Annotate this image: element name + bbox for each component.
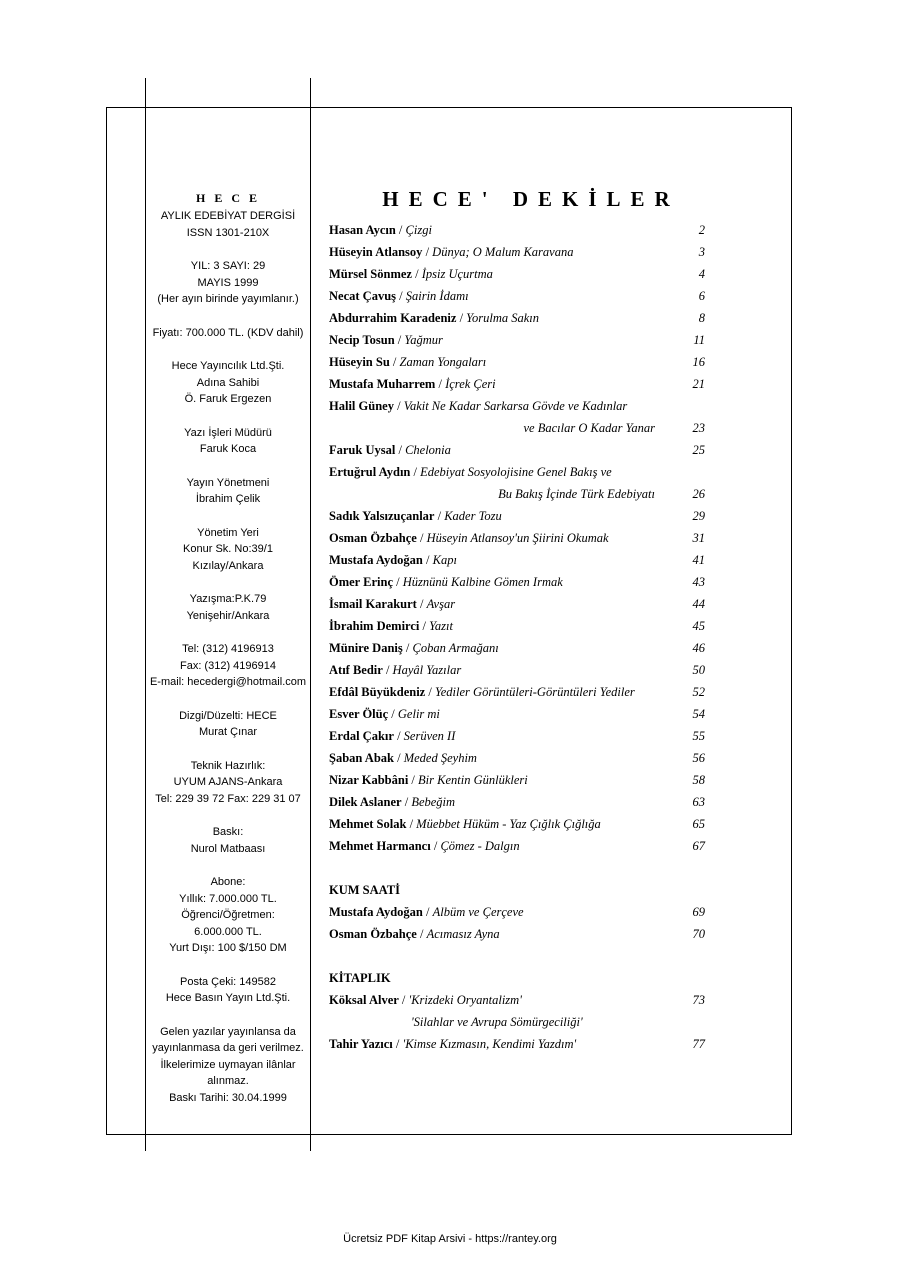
toc-entry — [329, 549, 709, 571]
toc-page: 69 — [692, 905, 705, 919]
toc-separator: / — [382, 663, 393, 677]
toc-work: Acımasız Ayna — [426, 927, 500, 941]
toc-separator: / — [406, 817, 417, 831]
toc-work: Hüznünü Kalbine Gömen Irmak — [402, 575, 563, 589]
toc-page: 52 — [692, 685, 705, 699]
toc-separator: / — [402, 641, 413, 655]
toc-author: Hüseyin Atlansoy — [329, 245, 423, 259]
colophon-line: Baskı: — [212, 826, 244, 838]
colophon-line: Fax: (312) 4196914 — [179, 659, 276, 672]
colophon-line: ISSN 1301-210X — [186, 226, 270, 239]
toc-entry-subtitle — [329, 1011, 709, 1033]
column-rule — [310, 78, 311, 1151]
toc-page: 54 — [692, 707, 705, 721]
toc-author: Dilek Aslaner — [329, 795, 402, 809]
toc-work: Yorulma Sakın — [466, 311, 539, 325]
toc-work: 'Krizdeki Oryantalizm' — [408, 993, 522, 1007]
toc-work-continued: ve Bacılar O Kadar Yanar — [523, 421, 655, 435]
toc-entry — [329, 307, 709, 329]
toc-separator: / — [430, 839, 441, 853]
toc-separator: / — [388, 707, 398, 721]
colophon-group — [146, 758, 310, 808]
toc-separator: / — [393, 729, 404, 743]
colophon-line: MAYIS 1999 — [197, 276, 259, 289]
colophon-line: Kızılay/Ankara — [192, 559, 264, 572]
toc-work: Avşar — [426, 597, 456, 611]
toc-page: 31 — [692, 531, 705, 545]
toc-page: 23 — [692, 421, 705, 435]
colophon-line: Öğrenci/Öğretmen: — [181, 909, 275, 921]
toc-separator: / — [394, 333, 405, 347]
toc-page: 73 — [692, 993, 705, 1007]
toc-entry — [329, 241, 709, 263]
toc-author: Osman Özbahçe — [329, 531, 417, 545]
toc-work: Çizgi — [405, 223, 432, 237]
toc-separator: / — [398, 993, 409, 1007]
colophon-group — [146, 425, 310, 458]
toc-page: 43 — [692, 575, 705, 589]
toc-entry — [329, 285, 709, 307]
toc-page: 50 — [692, 663, 705, 677]
toc-page: 77 — [692, 1037, 705, 1051]
toc-page: 16 — [692, 355, 705, 369]
toc-author: Abdurrahim Karadeniz — [329, 311, 457, 325]
toc-separator: / — [422, 245, 433, 259]
colophon-group — [146, 974, 310, 1007]
toc-entry — [329, 351, 709, 373]
toc-work: Albüm ve Çerçeve — [432, 905, 524, 919]
colophon-group — [146, 1024, 310, 1107]
colophon-line: Konur Sk. No:39/1 — [183, 543, 273, 555]
colophon-line: Yenişehir/Ankara — [186, 609, 270, 622]
toc-entry — [329, 219, 709, 241]
colophon-line: Adına Sahibi — [196, 376, 260, 389]
toc-author: Necat Çavuş — [329, 289, 397, 303]
colophon-line: Abone: — [210, 876, 246, 888]
toc-author: Esver Ölüç — [329, 707, 389, 721]
toc-author: Mehmet Harmancı — [329, 839, 431, 853]
toc-page: 63 — [692, 795, 705, 809]
toc-author: Köksal Alver — [329, 993, 399, 1007]
toc-author: Tahir Yazıcı — [329, 1037, 393, 1051]
colophon-group — [146, 475, 310, 508]
colophon-group — [146, 525, 310, 575]
toc-entry — [329, 703, 709, 725]
toc-work: Hayâl Yazılar — [392, 663, 462, 677]
toc-page: 4 — [698, 267, 705, 281]
colophon-line: Nurol Matbaası — [190, 842, 266, 855]
colophon-line: Hece Yayıncılık Ltd.Şti. — [171, 360, 285, 372]
toc-separator: / — [456, 311, 467, 325]
toc-separator: / — [389, 355, 400, 369]
toc-page: 58 — [692, 773, 705, 787]
colophon-line: Yönetim Yeri — [197, 526, 259, 539]
toc-page: 41 — [692, 553, 705, 567]
colophon-line: Gelen yazılar yayınlansa da — [160, 1025, 296, 1038]
toc-entry — [329, 439, 709, 461]
colophon-group — [146, 874, 310, 957]
colophon-line: Teknik Hazırlık: — [190, 759, 266, 772]
colophon-group — [146, 641, 310, 691]
toc-entry — [329, 659, 709, 681]
toc-entry — [329, 263, 709, 285]
colophon-line: yayınlanmasa da geri verilmez. — [152, 1042, 304, 1054]
colophon-line: UYUM AJANS-Ankara — [173, 776, 283, 788]
footer-text: Ücretsiz PDF Kitap Arsivi - https://rantey.org — [343, 1233, 557, 1245]
toc-separator: / — [401, 795, 412, 809]
colophon-line: İlkelerimize uymayan ilânlar — [160, 1058, 296, 1071]
toc-author: Mustafa Aydoğan — [329, 905, 423, 919]
toc-work: Yazıt — [429, 619, 453, 633]
toc-author: Sadık Yalsızuçanlar — [329, 509, 435, 523]
toc-work: Bir Kentin Günlükleri — [418, 773, 528, 787]
colophon — [146, 188, 310, 1123]
colophon-line: Tel: (312) 4196913 — [182, 643, 274, 655]
toc-page: 11 — [693, 333, 705, 347]
toc-work: Edebiyat Sosyolojisine Genel Bakış ve — [420, 465, 612, 479]
toc-work: Dünya; O Malum Karavana — [432, 245, 574, 259]
colophon-line: E-mail: hecedergi@hotmail.com — [149, 676, 307, 688]
toc-work: Müebbet Hüküm - Yaz Çığlık Çığlığa — [416, 817, 601, 831]
toc-entry — [329, 791, 709, 813]
toc-separator: / — [395, 223, 406, 237]
colophon-line: Yazışma:P.K.79 — [189, 593, 267, 605]
colophon-group — [146, 708, 310, 741]
toc-work: Gelir mi — [397, 707, 440, 721]
toc-author: Halil Güney — [329, 399, 394, 413]
toc-separator: / — [410, 465, 421, 479]
toc-entry — [329, 813, 709, 835]
toc-author: Nizar Kabbâni — [329, 773, 409, 787]
toc-page: 56 — [692, 751, 705, 765]
toc-work: Chelonia — [405, 443, 451, 457]
toc-entry — [329, 395, 709, 417]
toc-separator: / — [408, 773, 419, 787]
toc-author: Mehmet Solak — [329, 817, 407, 831]
toc-entry — [329, 923, 709, 945]
toc-author: Ömer Erinç — [329, 575, 393, 589]
colophon-line: Murat Çınar — [198, 726, 258, 738]
colophon-line: Ö. Faruk Ergezen — [184, 393, 272, 405]
toc-page: 70 — [692, 927, 705, 941]
toc-separator: / — [393, 575, 403, 589]
toc-entry — [329, 571, 709, 593]
colophon-line: Faruk Koca — [199, 443, 257, 455]
colophon-line: Posta Çeki: 149582 — [179, 975, 276, 988]
toc-author: Mürsel Sönmez — [329, 267, 412, 281]
toc-work: Serüven II — [403, 729, 456, 743]
toc-page: 8 — [698, 311, 705, 325]
toc-separator: / — [435, 377, 446, 391]
colophon-line: AYLIK EDEBİYAT DERGİSİ — [160, 210, 296, 222]
toc-page: 2 — [698, 223, 705, 237]
toc-author: Efdâl Büyükdeniz — [329, 685, 426, 699]
toc-separator: / — [422, 905, 433, 919]
toc-page: 45 — [692, 619, 705, 633]
toc-entry — [329, 1033, 709, 1055]
table-of-contents — [329, 185, 709, 1055]
toc-separator: / — [416, 531, 427, 545]
toc-entry — [329, 769, 709, 791]
colophon-group — [146, 325, 310, 342]
toc-work: Kapı — [432, 553, 457, 567]
colophon-line: Yayın Yönetmeni — [186, 476, 270, 489]
toc-work: Meded Şeyhim — [403, 751, 477, 765]
toc-work: Çömez - Dalgın — [440, 839, 520, 853]
toc-entry — [329, 901, 709, 923]
toc-entry — [329, 593, 709, 615]
toc-page: 29 — [692, 509, 705, 523]
colophon-line: Yıllık: 7.000.000 TL. — [179, 892, 277, 905]
toc-entry-continuation — [329, 483, 709, 505]
toc-section-heading: KİTAPLIK — [329, 971, 391, 985]
colophon-line: Yazı İşleri Müdürü — [184, 426, 272, 439]
toc-work: Bebeğim — [411, 795, 456, 809]
toc-entry — [329, 637, 709, 659]
toc-page: 3 — [698, 245, 705, 259]
toc-work: Zaman Yongaları — [399, 355, 487, 369]
toc-separator: / — [416, 597, 427, 611]
colophon-line: YIL: 3 SAYI: 29 — [190, 260, 266, 272]
toc-author: Erdal Çakır — [329, 729, 394, 743]
toc-separator: / — [411, 267, 422, 281]
toc-separator: / — [419, 619, 430, 633]
toc-entry — [329, 527, 709, 549]
toc-entry — [329, 681, 709, 703]
toc-page: 6 — [698, 289, 705, 303]
toc-title: HECE' DEKİLER — [382, 187, 680, 211]
toc-entry — [329, 989, 709, 1011]
toc-separator: / — [416, 927, 427, 941]
toc-work: Yağmur — [404, 333, 443, 347]
magazine-name: H E C E — [195, 191, 260, 205]
toc-page: 46 — [692, 641, 705, 655]
toc-work: İçrek Çeri — [445, 377, 496, 391]
toc-work-subtitle: 'Silahlar ve Avrupa Sömürgeciliği' — [411, 1015, 583, 1029]
toc-author: Hasan Aycın — [329, 223, 396, 237]
toc-work: Vakit Ne Kadar Sarkarsa Gövde ve Kadınlar — [403, 399, 628, 413]
toc-separator: / — [425, 685, 435, 699]
toc-page: 67 — [692, 839, 705, 853]
toc-page: 55 — [692, 729, 705, 743]
toc-author: Necip Tosun — [329, 333, 395, 347]
colophon-line: (Her ayın birinde yayımlanır.) — [157, 293, 299, 305]
toc-entry — [329, 505, 709, 527]
toc-page: 26 — [692, 487, 705, 501]
colophon-group — [146, 591, 310, 624]
colophon-line: Fiyatı: 700.000 TL. (KDV dahil) — [152, 326, 304, 339]
toc-entry-continuation — [329, 417, 709, 439]
colophon-line: Tel: 229 39 72 Fax: 229 31 07 — [155, 792, 301, 805]
colophon-line: Dizgi/Düzelti: HECE — [179, 709, 277, 722]
toc-author: Faruk Uysal — [329, 443, 396, 457]
toc-page: 21 — [692, 377, 705, 391]
toc-work: Kader Tozu — [444, 509, 502, 523]
colophon-line: 6.000.000 TL. — [194, 925, 262, 938]
toc-section-heading: KUM SAATİ — [329, 883, 400, 897]
toc-work: 'Kimse Kızmasın, Kendimi Yazdım' — [402, 1037, 577, 1051]
toc-author: Mustafa Aydoğan — [329, 553, 423, 567]
colophon-group — [146, 824, 310, 857]
toc-page: 65 — [692, 817, 705, 831]
toc-entry — [329, 373, 709, 395]
toc-author: İsmail Karakurt — [329, 597, 417, 611]
toc-entry — [329, 747, 709, 769]
colophon-group — [146, 188, 310, 241]
toc-page: 44 — [692, 597, 705, 611]
toc-work: Şairin İdamı — [405, 289, 469, 303]
toc-entry — [329, 725, 709, 747]
colophon-group — [146, 258, 310, 308]
toc-author: Hüseyin Su — [329, 355, 390, 369]
toc-separator: / — [393, 751, 404, 765]
toc-entry — [329, 461, 709, 483]
toc-entry — [329, 835, 709, 857]
toc-separator: / — [393, 399, 404, 413]
colophon-line: alınmaz. — [207, 1075, 249, 1087]
colophon-group — [146, 358, 310, 408]
colophon-line: Baskı Tarihi: 30.04.1999 — [169, 1091, 287, 1104]
toc-author: İbrahim Demirci — [329, 619, 420, 633]
toc-separator: / — [395, 443, 406, 457]
toc-author: Osman Özbahçe — [329, 927, 417, 941]
toc-work: İpsiz Uçurtma — [421, 267, 493, 281]
toc-author: Şaban Abak — [329, 751, 394, 765]
toc-separator: / — [422, 553, 433, 567]
toc-work: Çoban Armağanı — [412, 641, 499, 655]
toc-entry — [329, 329, 709, 351]
toc-author: Mustafa Muharrem — [329, 377, 436, 391]
toc-work: Yediler Görüntüleri-Görüntüleri Yediler — [434, 685, 635, 699]
colophon-line: İbrahim Çelik — [195, 493, 261, 505]
toc-page: 25 — [692, 443, 705, 457]
toc-entries — [329, 219, 709, 1055]
toc-separator: / — [396, 289, 406, 303]
toc-entry — [329, 615, 709, 637]
toc-separator: / — [434, 509, 445, 523]
toc-author: Atıf Bedir — [329, 663, 383, 677]
toc-separator: / — [392, 1037, 403, 1051]
toc-work-continued: Bu Bakış İçinde Türk Edebiyatı — [498, 487, 655, 501]
colophon-line: Hece Basın Yayın Ltd.Şti. — [165, 992, 291, 1004]
colophon-line: Yurt Dışı: 100 $/150 DM — [169, 942, 287, 954]
toc-author: Ertuğrul Aydın — [329, 465, 411, 479]
toc-author: Münire Daniş — [329, 641, 403, 655]
toc-work: Hüseyin Atlansoy'un Şiirini Okumak — [426, 531, 609, 545]
